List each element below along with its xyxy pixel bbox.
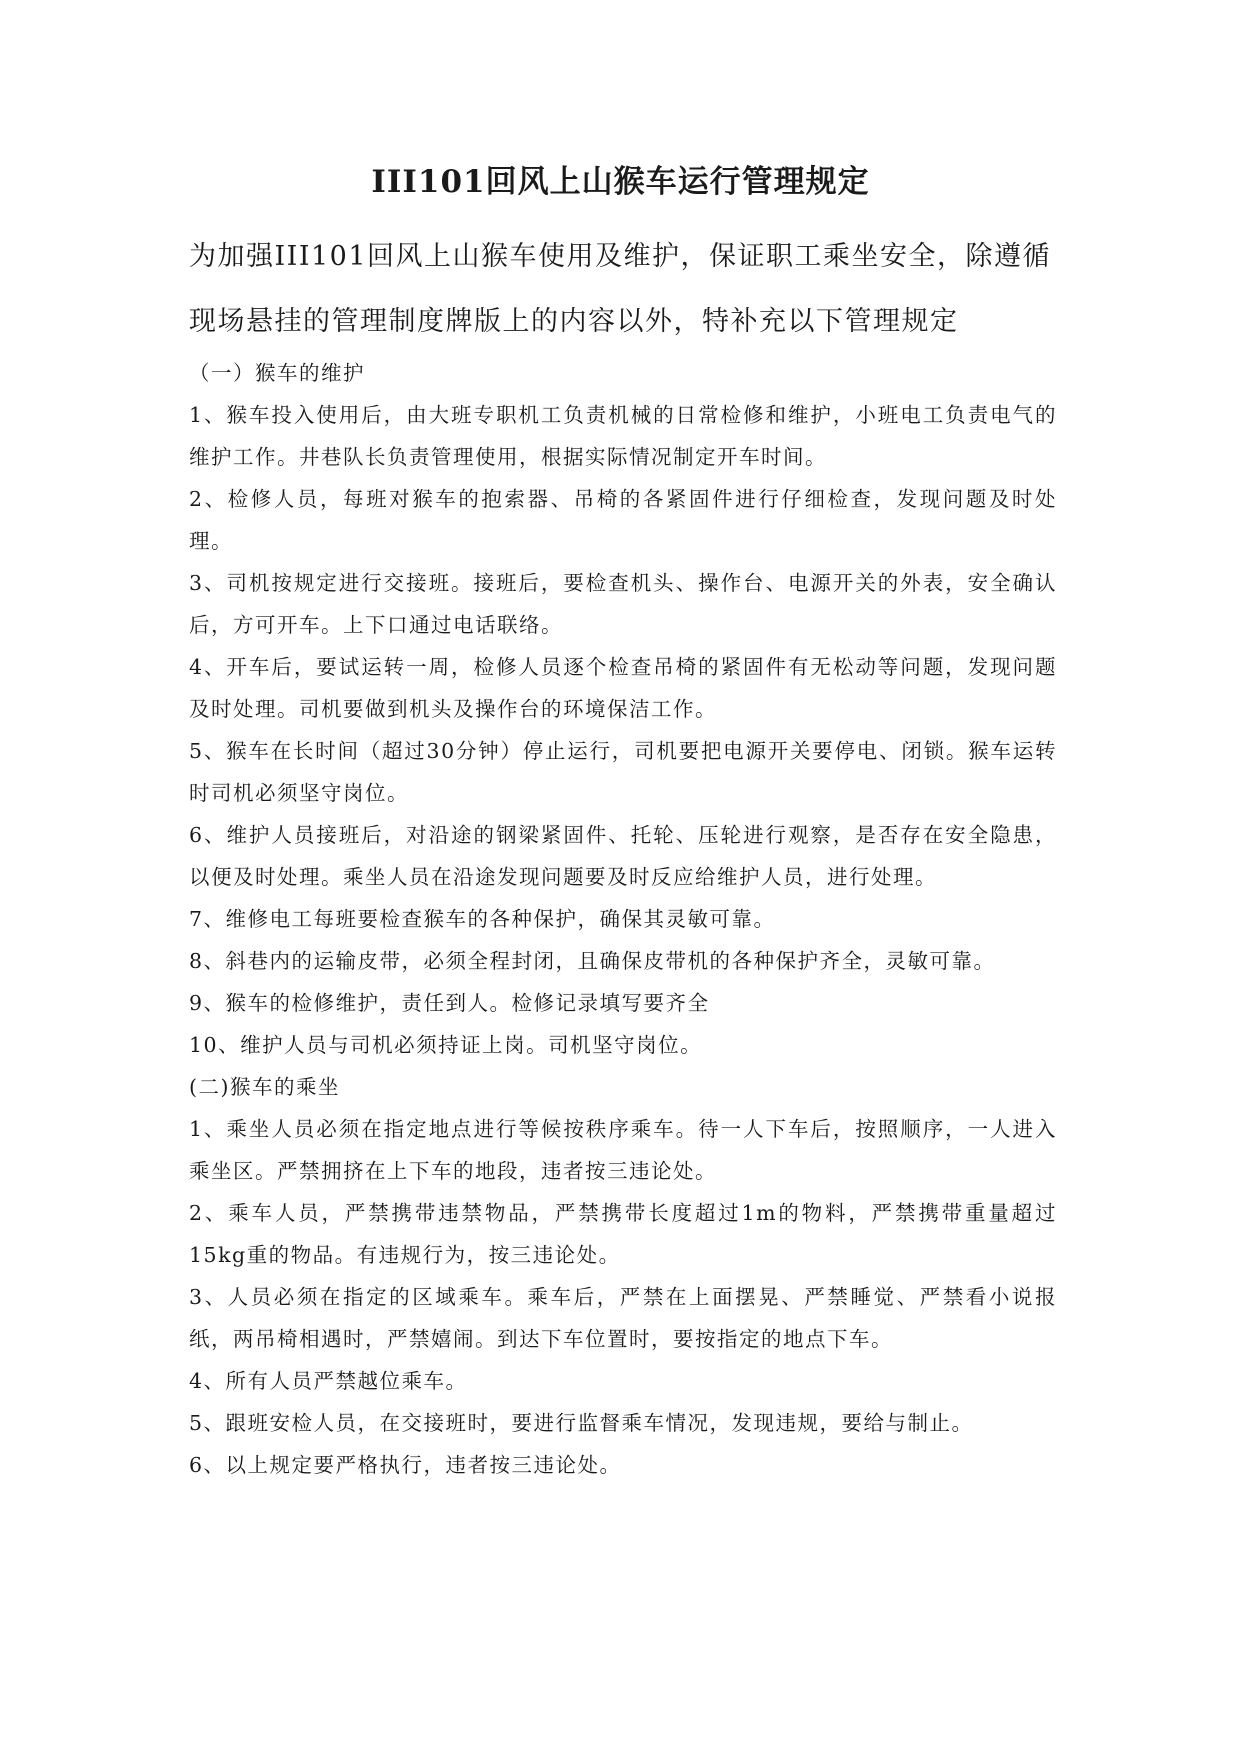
riding-item: 6、以上规定要严格执行，违者按三违论处。 xyxy=(189,1453,622,1477)
maintenance-item: 5、猴车在长时间（超过30分钟）停止运行，司机要把电源开关要停电、闭锁。猴车运转时司机必须坚守岗位。 xyxy=(189,739,1057,805)
document-body xyxy=(189,352,1057,1486)
riding-item: 1、乘坐人员必须在指定地点进行等候按秩序乘车。待一人下车后，按照顺序，一人进入乘坐区。严禁拥挤在上下车的地段，违者按三违论处。 xyxy=(189,1117,1057,1183)
riding-item: 5、跟班安检人员，在交接班时，要进行监督乘车情况，发现违规，要给与制止。 xyxy=(189,1411,974,1435)
maintenance-item: 2、检修人员，每班对猴车的抱索器、吊椅的各紧固件进行仔细检查，发现问题及时处理。 xyxy=(189,487,1057,553)
section-heading-maintenance: （一）猴车的维护 xyxy=(189,361,365,385)
maintenance-item: 7、维修电工每班要检查猴车的各种保护，确保其灵敏可靠。 xyxy=(189,907,776,931)
maintenance-item: 8、斜巷内的运输皮带，必须全程封闭，且确保皮带机的各种保护齐全，灵敏可靠。 xyxy=(189,949,996,973)
maintenance-item: 4、开车后，要试运转一周，检修人员逐个检查吊椅的紧固件有无松动等问题，发现问题及时处理。司机要做到机头及操作台的环境保洁工作。 xyxy=(189,655,1057,721)
riding-item: 2、乘车人员，严禁携带违禁物品，严禁携带长度超过1m的物料，严禁携带重量超过15kg重的物品。有违规行为，按三违论处。 xyxy=(189,1201,1057,1267)
riding-item: 3、人员必须在指定的区域乘车。乘车后，严禁在上面摆晃、严禁睡觉、严禁看小说报纸，两吊椅相遇时，严禁嬉闹。到达下车位置时，要按指定的地点下车。 xyxy=(189,1285,1057,1351)
riding-item: 4、所有人员严禁越位乘车。 xyxy=(189,1369,468,1393)
maintenance-item: 1、猴车投入使用后，由大班专职机工负责机械的日常检修和维护，小班电工负责电气的维护工作。井巷队长负责管理使用，根据实际情况制定开车时间。 xyxy=(189,403,1057,469)
maintenance-item: 3、司机按规定进行交接班。接班后，要检查机头、操作台、电源开关的外表，安全确认后，方可开车。上下口通过电话联络。 xyxy=(189,571,1057,637)
maintenance-item: 6、维护人员接班后，对沿途的钢梁紧固件、托轮、压轮进行观察，是否存在安全隐患，以便及时处理。乘坐人员在沿途发现问题要及时反应给维护人员，进行处理。 xyxy=(189,823,1057,889)
document-intro: 为加强III101回风上山猴车使用及维护，保证职工乘坐安全，除遵循现场悬挂的管理制度牌版上的内容以外，特补充以下管理规定 xyxy=(189,241,1052,337)
section-heading-riding: (二)猴车的乘坐 xyxy=(189,1075,340,1099)
maintenance-item: 9、猴车的检修维护，责任到人。检修记录填写要齐全 xyxy=(189,991,710,1015)
document-title: III101回风上山猴车运行管理规定 xyxy=(371,164,870,200)
maintenance-item: 10、维护人员与司机必须持证上岗。司机坚守岗位。 xyxy=(189,1033,703,1057)
